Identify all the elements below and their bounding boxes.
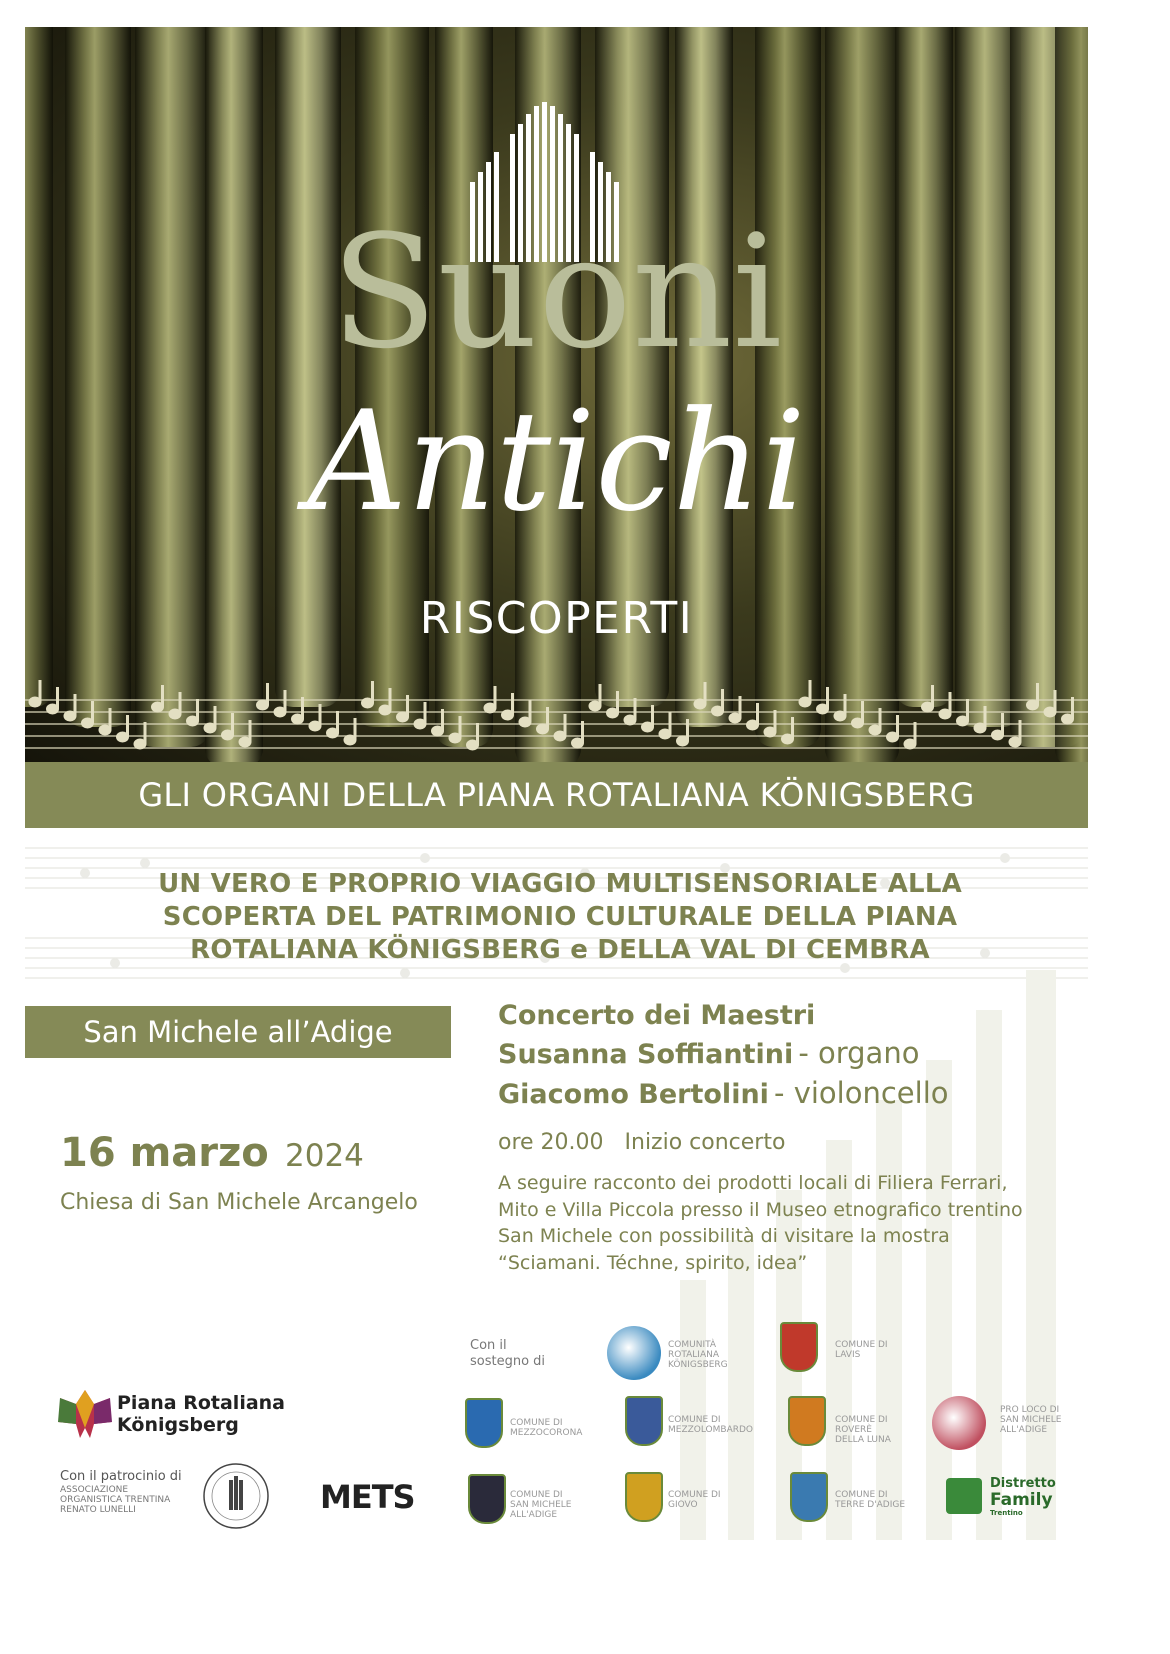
support-label (470, 1338, 545, 1370)
sponsor-caption-line: PRO LOCO DI (1000, 1405, 1060, 1415)
sponsor-caption-line: COMUNE DI (835, 1340, 888, 1350)
sponsor-caption-line: COMUNE DI (835, 1490, 888, 1500)
event-date: 16 marzo (60, 1130, 269, 1176)
sponsor-emblem-icon (780, 1322, 818, 1372)
family-line-3: Trentino (990, 1509, 1023, 1517)
sponsor-caption-line: MEZZOLOMBARDO (668, 1425, 754, 1435)
support-label-line-1: Con il (470, 1338, 507, 1353)
sponsor-caption (835, 1415, 891, 1445)
patronage-label: Con il patrocinio di (60, 1469, 182, 1484)
sponsor-caption-line: COMUNITÀ (668, 1340, 717, 1350)
sponsor-caption (668, 1415, 753, 1435)
sponsor-caption (668, 1490, 721, 1510)
organ-association-seal-icon (202, 1462, 270, 1530)
performer-2 (498, 1076, 949, 1110)
sponsor-emblem-icon (625, 1396, 663, 1446)
sponsor-caption (835, 1490, 905, 1510)
event-description: A seguire racconto dei prodotti locali di Filiera Ferrari, Mito e Villa Piccola presso il Museo etnografico trentino San Michele con possibilità di visitare la mostra “Sciamani. Téchne, spirito, idea” (498, 1172, 1023, 1274)
title-riscoperti: RISCOPERTI (419, 593, 694, 644)
sponsor-emblem-icon (607, 1326, 661, 1380)
sponsor-caption-line: COMUNE DI (668, 1490, 721, 1500)
family-district-icon (946, 1478, 982, 1514)
title-suoni: Suoni (330, 201, 783, 383)
performer-2-name: Giacomo Bertolini (498, 1079, 769, 1110)
brand-line-2: Königsberg (117, 1414, 239, 1436)
subtitle-line-3: ROTALIANA KÖNIGSBERG e DELLA VAL DI CEMBRA (190, 935, 930, 965)
sponsor-caption-line: ROTALIANA (668, 1350, 720, 1360)
sponsor-caption-line: DELLA LUNA (835, 1435, 891, 1445)
performer-2-role: - violoncello (774, 1076, 949, 1110)
sponsor-caption-line: MEZZOCORONA (510, 1428, 583, 1438)
performer-1 (498, 1036, 919, 1070)
sponsor-caption-line: ALL'ADIGE (510, 1510, 558, 1520)
support-label-line-2: sostegno di (470, 1354, 546, 1369)
start-time-label: Inizio concerto (624, 1130, 786, 1155)
sponsor-caption-line: COMUNE DI (510, 1490, 563, 1500)
patronage-org (60, 1485, 170, 1515)
sponsor-caption-line: ROVERÈ (835, 1425, 872, 1435)
family-district-logo (990, 1477, 1056, 1517)
subtitle-line-2: SCOPERTA DEL PATRIMONIO CULTURALE DELLA PIANA (162, 902, 958, 932)
sponsor-caption (835, 1340, 888, 1360)
sponsor-caption (1000, 1405, 1062, 1435)
sponsor-caption-line: COMUNE DI (668, 1415, 721, 1425)
sponsor-caption-line: LAVIS (835, 1350, 861, 1360)
performer-1-name: Susanna Soffiantini (498, 1039, 794, 1070)
sponsor-caption (510, 1418, 582, 1438)
hero-image (25, 27, 1088, 762)
patronage-org-line-1: ASSOCIAZIONE (60, 1485, 129, 1495)
music-score-strip (25, 680, 1088, 762)
sponsor-emblem-icon (468, 1474, 506, 1524)
sponsor-emblem-icon (932, 1396, 986, 1450)
patronage-org-line-3: RENATO LUNELLI (60, 1505, 136, 1515)
patronage-org-line-2: ORGANISTICA TRENTINA (60, 1495, 171, 1505)
location-badge: San Michele all’Adige (25, 1006, 451, 1058)
organs-banner: GLI ORGANI DELLA PIANA ROTALIANA KÖNIGSBERG (25, 762, 1088, 828)
sponsor-emblem-icon (625, 1472, 663, 1522)
performer-1-role: - organo (798, 1036, 920, 1070)
brand-name (117, 1392, 285, 1436)
concert-title: Concerto dei Maestri (498, 1000, 816, 1031)
start-time (498, 1130, 785, 1155)
family-line-2: Family (990, 1490, 1053, 1510)
sponsor-emblem-icon (788, 1396, 826, 1446)
sponsor-caption-line: GIOVO (668, 1500, 698, 1510)
event-year: 2024 (285, 1138, 364, 1174)
piana-rotaliana-leaf-icon (58, 1388, 112, 1440)
sponsor-caption-line: COMUNE DI (835, 1415, 888, 1425)
sponsor-caption-line: SAN MICHELE (1000, 1415, 1062, 1425)
sponsor-caption (510, 1490, 572, 1520)
sponsor-caption-line: KÖNIGSBERG (668, 1360, 728, 1370)
title-antichi: Antichi (307, 381, 806, 542)
sponsor-caption-line: COMUNE DI (510, 1418, 563, 1428)
sponsor-caption (668, 1340, 728, 1370)
sponsor-emblem-icon (790, 1472, 828, 1522)
subtitle-line-1: UN VERO E PROPRIO VIAGGIO MULTISENSORIALE ALLA (158, 869, 962, 899)
start-time-value: ore 20.00 (498, 1130, 604, 1155)
subtitle-block (30, 868, 1090, 967)
brand-line-1: Piana Rotaliana (117, 1392, 286, 1414)
sponsor-emblem-icon (465, 1398, 503, 1448)
mets-logo: METS (320, 1478, 415, 1516)
sponsor-caption-line: ALL'ADIGE (1000, 1425, 1048, 1435)
sponsor-caption-line: SAN MICHELE (510, 1500, 572, 1510)
family-line-1: Distretto (990, 1476, 1056, 1491)
event-venue: Chiesa di San Michele Arcangelo (60, 1190, 418, 1215)
sponsor-caption-line: TERRE D'ADIGE (835, 1500, 906, 1510)
